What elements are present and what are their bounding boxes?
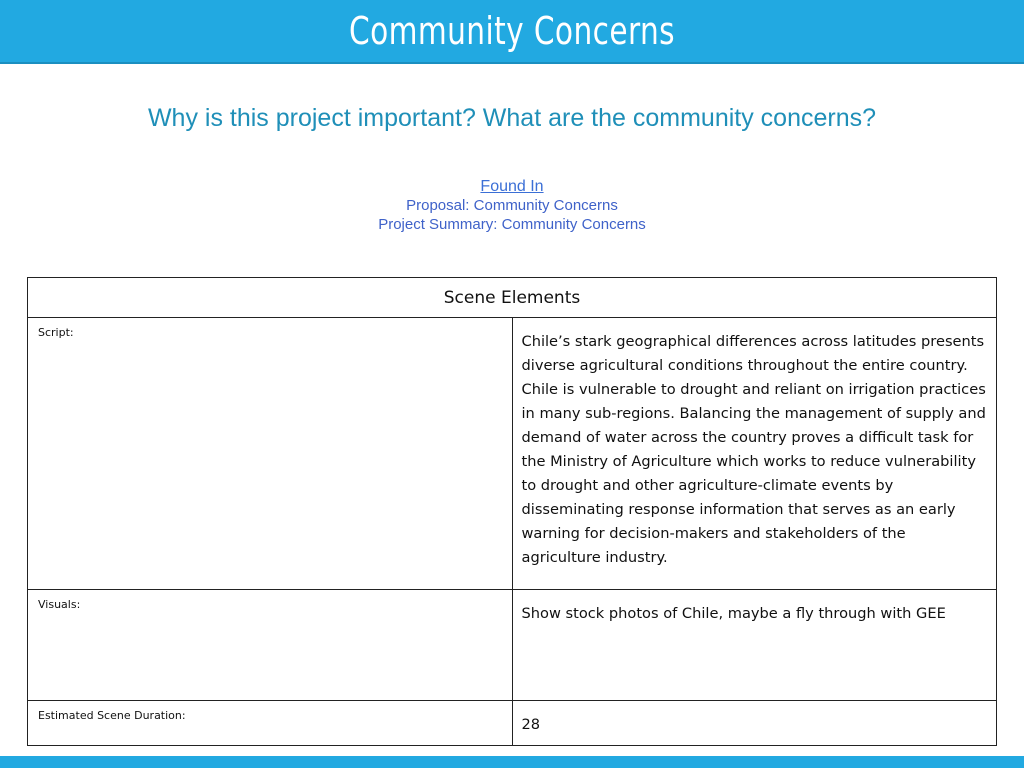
found-in-block bbox=[0, 177, 1024, 234]
scene-elements-table bbox=[27, 277, 997, 746]
found-in-reference-proposal[interactable]: Proposal: Community Concerns bbox=[406, 197, 618, 214]
visuals-content[interactable]: Show stock photos of Chile, maybe a fly through with GEE bbox=[512, 590, 997, 701]
guiding-question: Why is this project important? What are the community concerns? bbox=[147, 104, 877, 132]
found-in-reference-project-summary[interactable]: Project Summary: Community Concerns bbox=[378, 216, 646, 233]
found-in-heading[interactable]: Found In bbox=[480, 178, 544, 195]
duration-label: Estimated Scene Duration: bbox=[28, 701, 513, 746]
script-label: Script: bbox=[28, 318, 513, 590]
title-bar bbox=[0, 0, 1024, 64]
slide-title: Community Concerns bbox=[348, 9, 676, 53]
visuals-label: Visuals: bbox=[28, 590, 513, 701]
table-row-duration bbox=[28, 701, 997, 746]
table-row-visuals bbox=[28, 590, 997, 701]
duration-content[interactable]: 28 bbox=[512, 701, 997, 746]
scene-elements-header: Scene Elements bbox=[28, 278, 997, 318]
table-row-script bbox=[28, 318, 997, 590]
bottom-accent-bar bbox=[0, 756, 1024, 768]
script-content[interactable]: Chile’s stark geographical differences across latitudes presents diverse agricultural conditions throughout the entire country. Chile is vulnerable to drought and reliant on irrigation practices in many sub-regions. Balancing the management of supply and demand of water across the country proves a difficult task for the Ministry of Agriculture which works to reduce vulnerability to drought and other agriculture-climate events by disseminating response information that serves as an early warning for decision-makers and stakeholders of the agriculture industry. bbox=[512, 318, 997, 590]
